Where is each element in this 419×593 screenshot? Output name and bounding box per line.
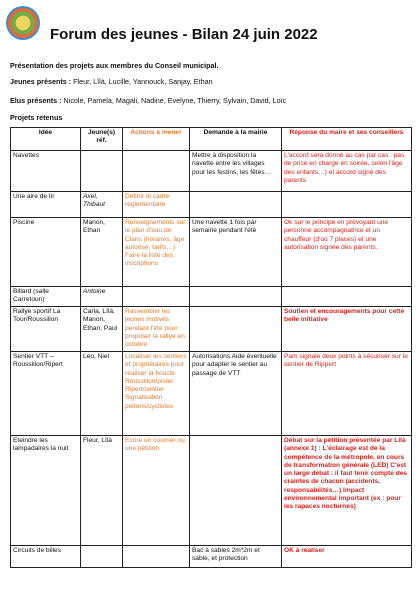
cell-jeunes: Carla, Lîlà, Manon, Ethan, Paul [81, 307, 123, 352]
cell-idee: Circuits de billes [11, 546, 81, 568]
cell-jeunes [81, 546, 123, 568]
cell-idee: Rallye sportif La Tour/Roussillon [11, 307, 81, 352]
elus-label: Elus présents : [10, 96, 62, 105]
table-row [11, 546, 412, 568]
cell-reponse: L'accord sera donné au cas par cas : pas de prise en charge en soirée, selon l'âge des enfants…) et accord signé des parents [282, 151, 412, 192]
cell-actions: Renseignements sur le plan d'eau de Clans (horaires, âge autorisé, tarifs…) Faire la liste des inscriptions [123, 218, 190, 287]
title-date: Bilan 24 juin 2022 [191, 26, 318, 43]
cell-jeunes: Manon, Ethan [81, 218, 123, 287]
table-row [11, 436, 412, 546]
header-jeunes: Jeune(s) réf. [81, 128, 123, 151]
table-row [11, 151, 412, 192]
cell-idee: Eteindre les lampadaires la nuit [11, 436, 81, 546]
table-row [11, 192, 412, 218]
cell-actions: Définir le cadre réglementaire [123, 192, 190, 218]
cell-idee: Navettes [11, 151, 81, 192]
cell-actions [123, 151, 190, 192]
table-row [11, 307, 412, 352]
cell-jeunes [81, 151, 123, 192]
cell-idee: Une aire de tir [11, 192, 81, 218]
table-row [11, 218, 412, 287]
cell-actions: Localiser les sentiers et propriétaires pour réaliser la boucle Roussillon/piste/ Ripert/sentier Signalisation piétons/cyclistes [123, 352, 190, 436]
cell-jeunes: Axel, Thibaut [81, 192, 123, 218]
cell-demande [190, 307, 282, 352]
cell-demande: Bac à sables 2m*2m et sable, et protection [190, 546, 282, 568]
cell-reponse: OK à réaliser [282, 546, 412, 568]
cell-reponse: Pam signale deux points à sécuriser sur le sentier de Rippert [282, 352, 412, 436]
page-title [50, 26, 318, 43]
projets-line [10, 113, 62, 122]
forum-logo [6, 6, 40, 40]
table-header-row [11, 128, 412, 151]
elus-line [10, 96, 286, 105]
cell-idee: Billard (salle Carretoun) [11, 287, 81, 307]
cell-jeunes: Leo, Niel [81, 352, 123, 436]
cell-demande: Mettre à disposition la navette entre les villages pour les festins, les fêtes… [190, 151, 282, 192]
cell-demande [190, 192, 282, 218]
cell-demande [190, 287, 282, 307]
header-reponse: Réponse du maire et ses conseillers [282, 128, 412, 151]
table-row [11, 352, 412, 436]
cell-jeunes: Fleur, Lîlà [81, 436, 123, 546]
cell-reponse [282, 287, 412, 307]
presentation-line [10, 61, 219, 70]
cell-demande: Une navette 1 fois par semaine pendant l'été [190, 218, 282, 287]
jeunes-value: Fleur, Lîlà, Lucille, Yannouck, Sanjay, Ethan [73, 77, 213, 86]
cell-idee: Piscine [11, 218, 81, 287]
title-main: Forum des jeunes [50, 26, 179, 43]
cell-reponse: Soutien et encouragements pour cette belle initiative [282, 307, 412, 352]
projets-retenus-heading: Projets retenus [10, 113, 63, 122]
jeunes-label: Jeunes présents : [10, 77, 72, 86]
cell-actions: Rassembler les jeunes motivés pendant l'été pour proposer le rallye en octobre [123, 307, 190, 352]
cell-reponse: Ok sur le principe en prévoyant une personne accompagnatrice et un chauffeur (d'où 7 places) et une autorisation signée des parents. [282, 218, 412, 287]
cell-actions [123, 287, 190, 307]
projects-table [10, 127, 412, 568]
jeunes-line [10, 77, 213, 86]
header-idee: Idée [11, 128, 81, 151]
cell-reponse: Débat sur la pétition présentée par Lîlà (annexe 1) : L'éclairage est de la compétence de la métropole, en cours de transformation générale (LED) C'est un large débat : il faut tenir compte des craintes de chacun (accidents, responsabilités…) Impact environnemental important (ex : pour les rapaces nocturnes) [282, 436, 412, 546]
cell-jeunes: Antoine [81, 287, 123, 307]
cell-demande [190, 436, 282, 546]
cell-reponse [282, 192, 412, 218]
header-demande: Demande à la mairie [190, 128, 282, 151]
table-row [11, 287, 412, 307]
elus-value: Nicole, Pamela, Magali, Nadine, Evelyne, Thierry, Sylvain, David, Loïc [63, 96, 287, 105]
header-actions: Actions à mener [123, 128, 190, 151]
cell-actions [123, 546, 190, 568]
cell-actions: Ecrire un courrier ou une pétition [123, 436, 190, 546]
presentation-text: Présentation des projets aux membres du Conseil municipal. [10, 61, 219, 70]
cell-idee: Sentier VTT – Roussillon/Ripert [11, 352, 81, 436]
title-separator: - [178, 26, 192, 43]
cell-demande: Autorisations Aide éventuelle pour adapter le sentier au passage de VTT [190, 352, 282, 436]
